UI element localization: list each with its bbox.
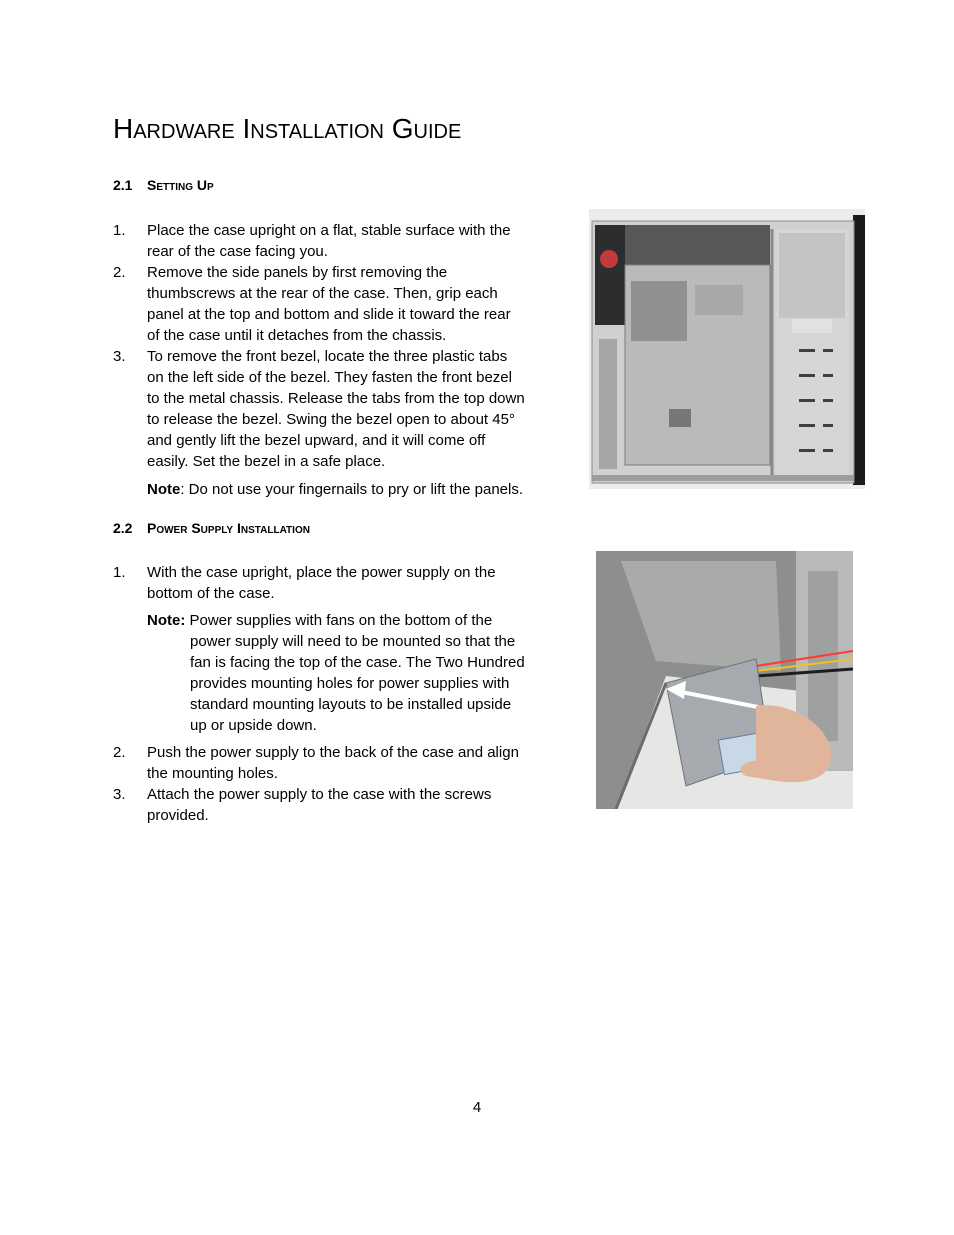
list-text-line: the mounting holes. xyxy=(147,765,278,782)
power-supply-install-photo xyxy=(596,551,853,809)
section-title: Setting Up xyxy=(147,177,214,193)
list-text-line: Remove the side panels by first removing the xyxy=(147,264,448,281)
page-title: Hardware Installation Guide xyxy=(113,113,462,144)
list-text-line: on the left side of the bezel. They fasten the front bezel xyxy=(147,369,512,386)
list-text-line: thumbscrews at the rear of the case. Then, grip each xyxy=(147,285,498,302)
list-number: 1. xyxy=(113,222,126,239)
section-heading-power-supply xyxy=(113,520,310,536)
list-text-line: Push the power supply to the back of the case and align xyxy=(147,744,519,761)
list-text-line: To remove the front bezel, locate the three plastic tabs xyxy=(147,348,508,365)
list-text-line: rear of the case facing you. xyxy=(147,243,328,260)
section-number: 2.2 xyxy=(113,520,133,536)
note-line: up or upside down. xyxy=(190,717,317,734)
list-text-line: easily. Set the bezel in a safe place. xyxy=(147,453,386,470)
section-title: Power Supply Installation xyxy=(147,520,310,536)
note-line: power supply will need to be mounted so that the xyxy=(190,633,516,650)
list-text-line: and gently lift the bezel upward, and it will come off xyxy=(147,432,486,449)
list-text-line: Attach the power supply to the case with the screws xyxy=(147,786,492,803)
list-number: 2. xyxy=(113,264,126,281)
note-line xyxy=(147,610,492,631)
page-number: 4 xyxy=(472,1099,482,1116)
note-line: fan is facing the top of the case. The Two Hundred xyxy=(190,654,525,671)
list-text-line: Place the case upright on a flat, stable surface with the xyxy=(147,222,511,239)
list-text-line: to release the bezel. Swing the bezel open to about 45° xyxy=(147,411,515,428)
list-text-line: provided. xyxy=(147,807,209,824)
note-label: Note xyxy=(147,481,181,498)
list-text-line: to the metal chassis. Release the tabs from the top down xyxy=(147,390,525,407)
open-chassis-photo xyxy=(589,209,865,489)
note-label: Note: xyxy=(147,612,186,629)
note-line: standard mounting layouts to be installed upside xyxy=(190,696,512,713)
list-number: 3. xyxy=(113,348,126,365)
note-text: Power supplies with fans on the bottom of the xyxy=(185,612,493,629)
list-text-line: of the case until it detaches from the chassis. xyxy=(147,327,447,344)
list-text-line: panel at the top and bottom and slide it toward the rear xyxy=(147,306,511,323)
list-text-line: bottom of the case. xyxy=(147,585,275,602)
section-heading-setting-up xyxy=(113,177,214,193)
list-number: 1. xyxy=(113,564,126,581)
section-number: 2.1 xyxy=(113,177,133,193)
note-text: : Do not use your fingernails to pry or lift the panels. xyxy=(180,481,524,498)
list-number: 3. xyxy=(113,786,126,803)
list-text-line: With the case upright, place the power supply on the xyxy=(147,564,496,581)
list-number: 2. xyxy=(113,744,126,761)
note-line: provides mounting holes for power supplies with xyxy=(190,675,510,692)
note-line xyxy=(147,479,523,500)
